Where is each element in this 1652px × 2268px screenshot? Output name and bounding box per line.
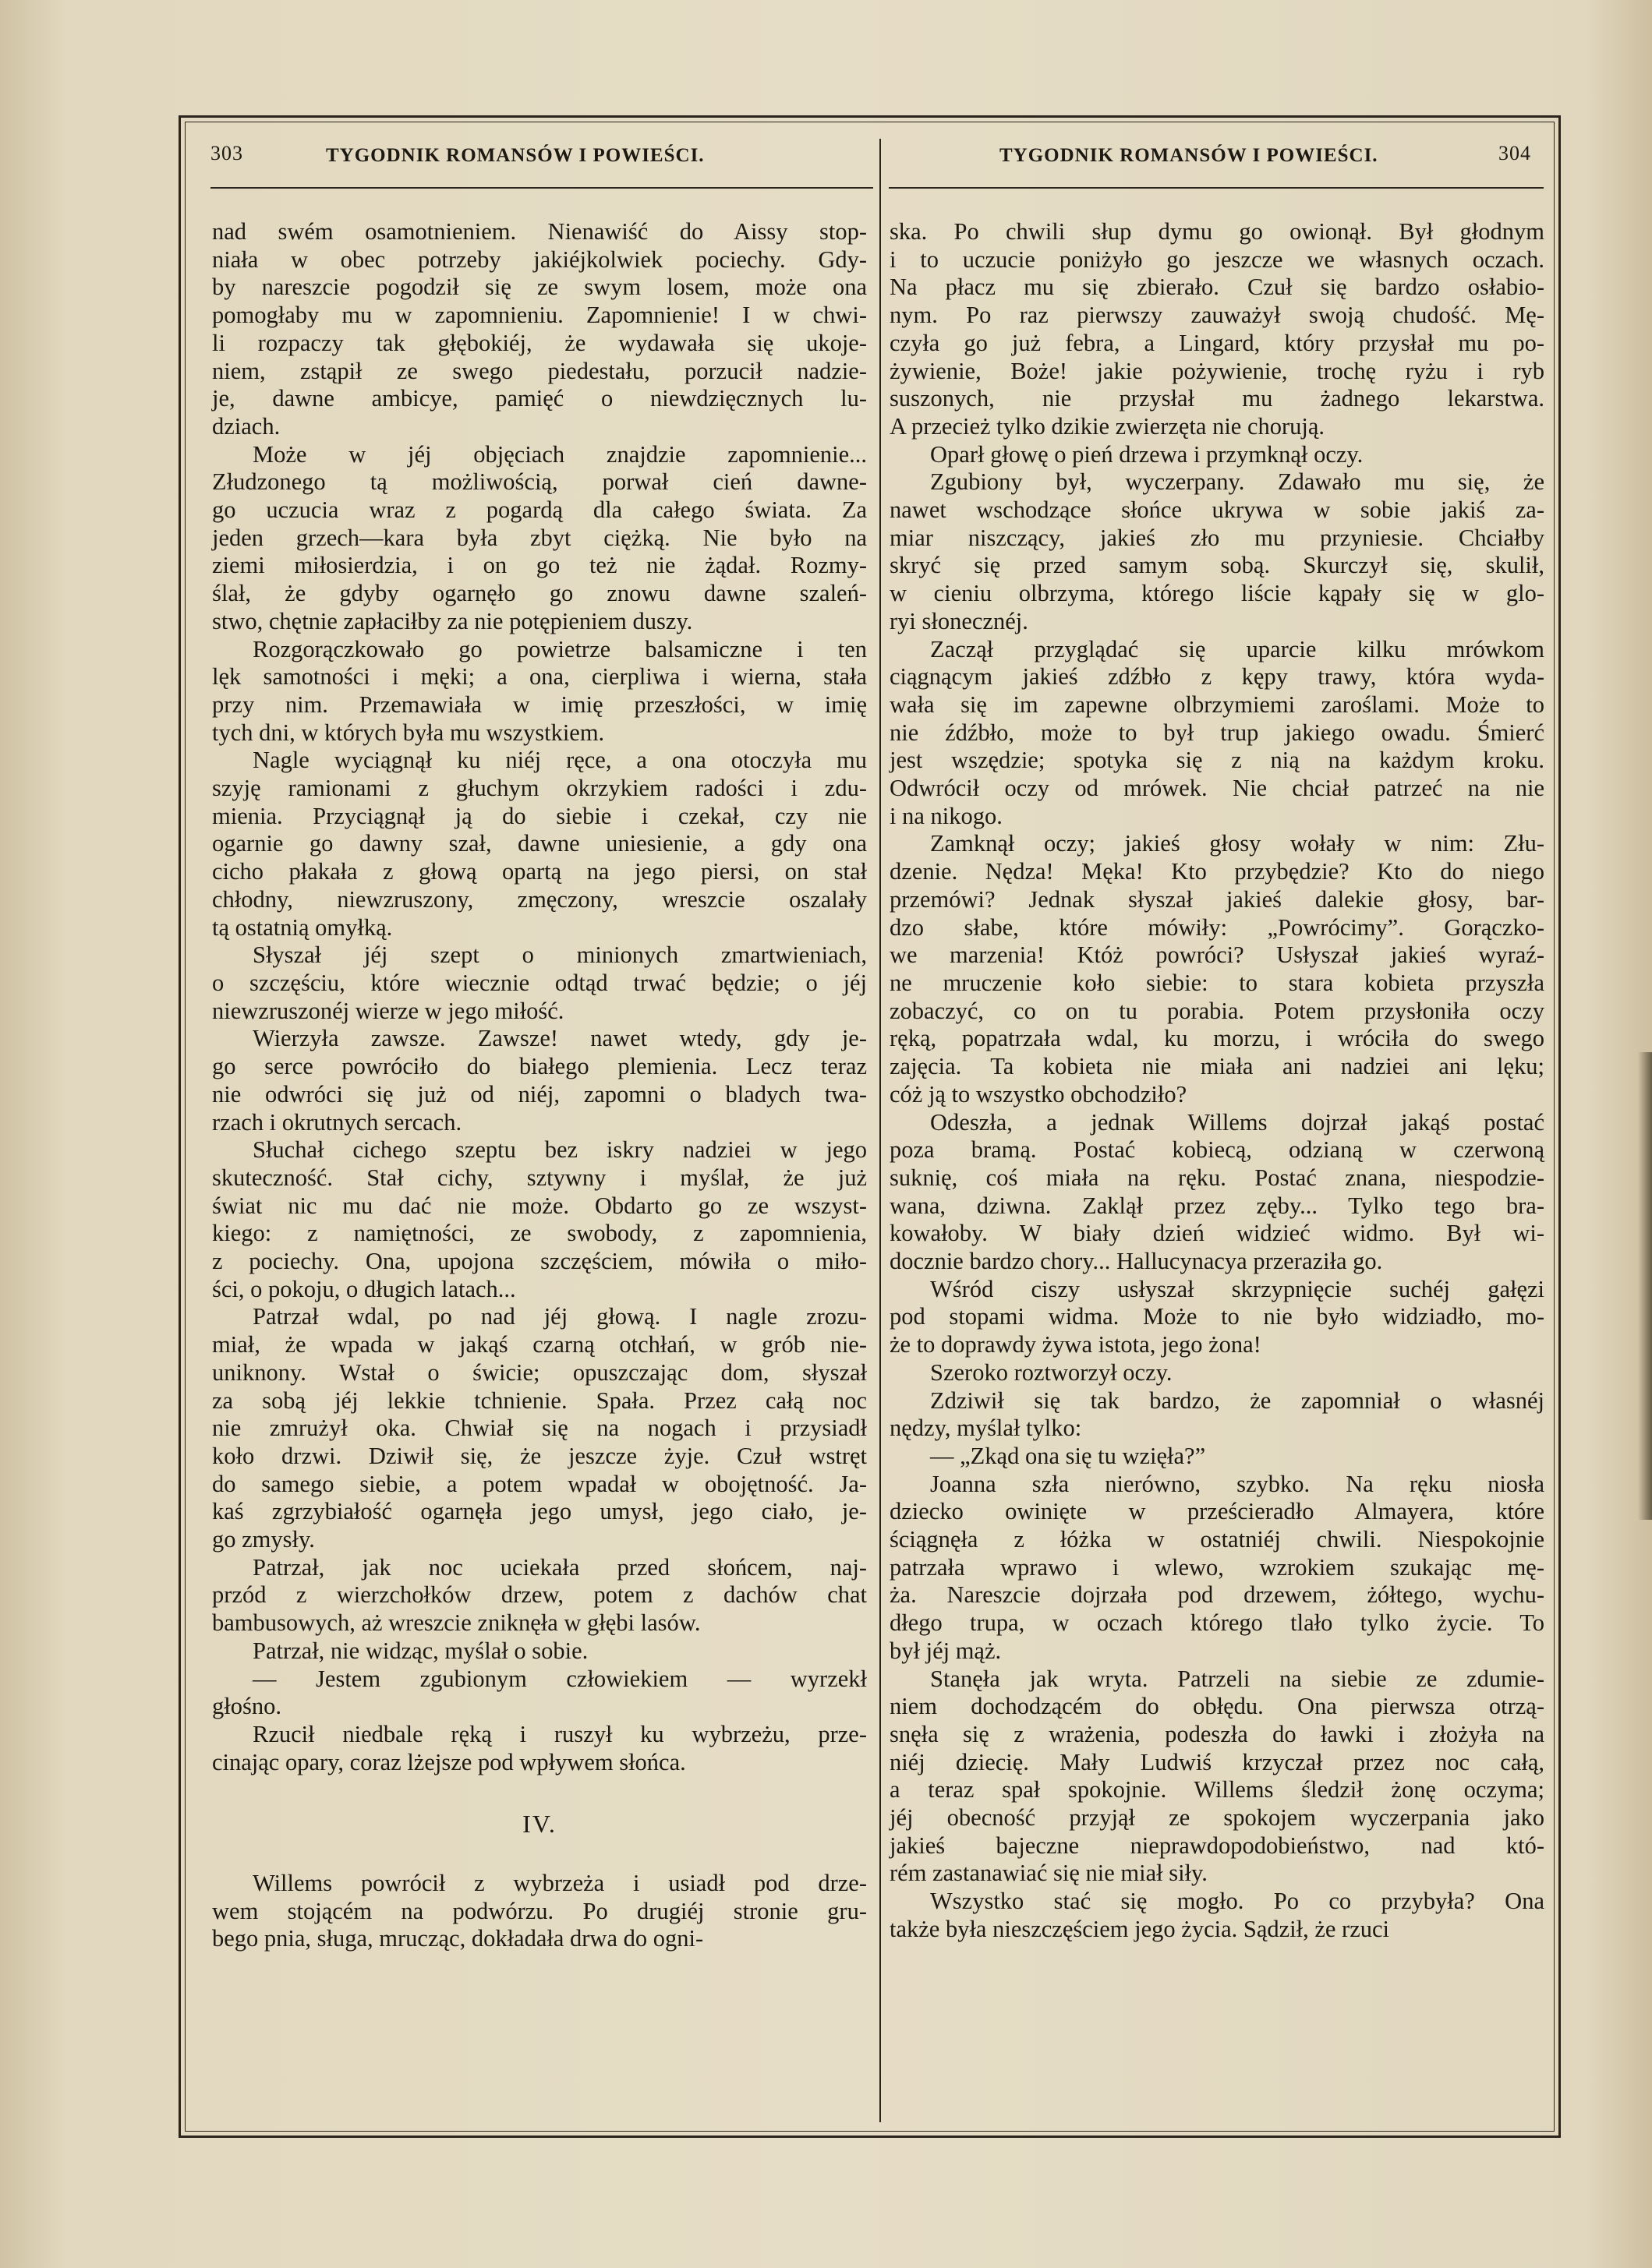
text-line: przy nim. Przemawiała w imię przeszłości, w imię xyxy=(212,691,867,718)
text-line: przemówi? Jednak słyszał jakieś dalekie głosy, bar- xyxy=(890,885,1544,913)
paragraph xyxy=(212,941,867,1025)
text-line: głośno. xyxy=(212,1693,281,1720)
text-line: niała w obec potrzeby jakiéjkolwiek pociechy. Gdy- xyxy=(212,246,867,273)
text-line: wała się im zapewne olbrzymiemi zaroślami. Może to xyxy=(890,691,1544,718)
text-line: docznie bardzo chory... Hallucynacya przeraziła go. xyxy=(890,1248,1383,1275)
text-line: cinając opary, coraz lżejsze pod wpływem słońca. xyxy=(212,1748,686,1775)
paragraph xyxy=(890,1359,1544,1387)
text-line: Wśród ciszy usłyszał skrzypnięcie suchéj gałęzi xyxy=(930,1275,1544,1302)
text-line: stwo, chętnie zapłaciłby za nie potępieniem duszy. xyxy=(212,607,693,634)
right-page-header xyxy=(889,142,1544,181)
text-line: czyła go już febra, a Lingard, który przysłał mu po- xyxy=(890,329,1544,356)
paragraph xyxy=(890,1109,1544,1276)
text-line: wem stojącém na podwórzu. Po drugiéj stronie gru- xyxy=(212,1897,867,1924)
text-line: niem, zstąpił ze swego piedestału, porzucił nadzie- xyxy=(212,357,867,384)
text-line: dziecko owinięte w prześcieradło Almayera, które xyxy=(890,1498,1544,1525)
text-line: ści, o pokoju, o długich latach... xyxy=(212,1275,516,1302)
text-line: ogarnie go dawny szał, dawne uniesienie, a gdy ona xyxy=(212,830,867,857)
text-line: cicho płakała z głową opartą na jego piersi, on stał xyxy=(212,858,867,885)
paragraph xyxy=(212,1136,867,1303)
left-page-header xyxy=(210,142,873,181)
text-line: za sobą jéj lekkie tchnienie. Spała. Przez całą noc xyxy=(212,1387,867,1414)
left-text-column xyxy=(212,218,867,1953)
text-line: że to doprawdy żywa istota, jego żona! xyxy=(890,1331,1261,1358)
text-line: niewzruszonéj wierze w jego miłość. xyxy=(212,997,564,1024)
paragraph xyxy=(890,1471,1544,1666)
right-text-column xyxy=(890,218,1544,1944)
text-line: Odeszła, a jednak Willems dojrzał jakąś postać xyxy=(930,1108,1544,1136)
text-line: w cieniu olbrzyma, którego liście kąpały się w glo- xyxy=(890,580,1544,607)
paragraph xyxy=(890,1443,1544,1471)
paragraph xyxy=(890,830,1544,1108)
right-running-title: TYGODNIK ROMANSÓW I POWIEŚCI. xyxy=(999,145,1378,166)
text-line: kowałoby. W biały dzień widzieć widmo. Był wi- xyxy=(890,1220,1544,1247)
text-line: Złudzonego tą możliwością, porwał cień dawne- xyxy=(212,468,867,496)
page-edge-shadow xyxy=(1638,1052,1652,1520)
text-line: Rzucił niedbale ręką i ruszył ku wybrzeżu, prze- xyxy=(253,1720,867,1747)
text-line: patrzała wprawo i wlewo, wzrokiem szukając mę- xyxy=(890,1553,1544,1581)
left-running-title: TYGODNIK ROMANSÓW I POWIEŚCI. xyxy=(326,145,705,166)
left-page-number: 303 xyxy=(210,142,243,164)
text-line: go serce powróciło do białego plemienia. Lecz teraz xyxy=(212,1053,867,1080)
text-line: Zdziwił się tak bardzo, że zapomniał o własnéj xyxy=(930,1387,1544,1414)
text-line: ża. Nareszcie dojrzała pod drzewem, żółtego, wychu- xyxy=(890,1581,1544,1609)
paragraph xyxy=(212,1870,867,1953)
text-line: i to uczucie poniżyło go jeszcze we własnych oczach. xyxy=(890,246,1544,273)
text-line: jeden grzech—kara była zbyt ciężką. Nie było na xyxy=(212,524,867,551)
text-line: rzach i okrutnych sercach. xyxy=(212,1108,462,1136)
text-line: Odwrócił oczy od mrówek. Nie chciał patrzeć na nie xyxy=(890,775,1544,802)
paragraph xyxy=(212,1025,867,1136)
text-line: ciągnącym jakieś zdźbło z kępy trawy, która wyda- xyxy=(890,663,1544,691)
text-line: i na nikogo. xyxy=(890,802,1003,829)
text-line: także była nieszczęściem jego życia. Sądził, że rzuci xyxy=(890,1915,1390,1942)
paragraph xyxy=(212,636,867,747)
text-line: nędzy, myślał tylko: xyxy=(890,1415,1082,1442)
text-line: by nareszcie pogodził się ze swym losem, może ona xyxy=(212,274,867,301)
text-line: go zmysły. xyxy=(212,1526,315,1553)
text-line: Słuchał cichego szeptu bez iskry nadziei w jego xyxy=(253,1136,867,1164)
text-line: skuteczność. Stał cichy, sztywny i myślał, że już xyxy=(212,1164,867,1191)
paragraph xyxy=(890,218,1544,441)
text-line: z pociechy. Ona, upojona szczęściem, mówiła o miło- xyxy=(212,1248,867,1275)
text-line: Wszystko stać się mogło. Po co przybyła? Ona xyxy=(930,1888,1544,1915)
text-line: tych dni, w których była mu wszystkiem. xyxy=(212,719,605,746)
paragraph xyxy=(890,1387,1544,1443)
text-line: a teraz spał spokojnie. Willems śledził żonę oczyma; xyxy=(890,1776,1544,1803)
column-divider xyxy=(879,139,881,2122)
text-line: A przecież tylko dzikie zwierzęta nie chorują. xyxy=(890,412,1325,440)
text-line: do samego siebie, a potem wpadał w obojętność. Ja- xyxy=(212,1470,867,1497)
text-line: był jéj mąż. xyxy=(890,1637,1002,1664)
paragraph xyxy=(212,1637,867,1666)
text-line: mienia. Przyciągnął ją do siebie i czekał, czy nie xyxy=(212,802,867,829)
text-line: niéj dziecię. Mały Ludwiś krzyczał przez noc całą, xyxy=(890,1748,1544,1775)
text-line: kaś zgrzybiałość ogarnęła jego umysł, jego ciało, je- xyxy=(212,1498,867,1525)
text-line: — Jestem zgubionym człowiekiem — wyrzekł xyxy=(253,1665,867,1692)
paragraph xyxy=(890,1888,1544,1943)
text-line: wana, dziwna. Zaklął przez zęby... Tylko tego bra- xyxy=(890,1192,1544,1219)
paragraph xyxy=(212,747,867,941)
text-line: ska. Po chwili słup dymu go owionął. Był głodnym xyxy=(890,218,1544,245)
text-line: Oparł głowę o pień drzewa i przymknął oczy. xyxy=(930,440,1364,468)
text-line: snęła się z wrażenia, podeszła do ławki i złożyła na xyxy=(890,1720,1544,1747)
text-line: jakieś bajeczne nieprawdopodobieństwo, nad któ- xyxy=(890,1832,1544,1859)
chapter-number: IV. xyxy=(522,1810,557,1839)
text-line: suszonych, nie przysłał mu żadnego lekarstwa. xyxy=(890,385,1544,412)
paragraph xyxy=(890,441,1544,469)
text-line: Nagle wyciągnął ku niéj ręce, a ona otoczyła mu xyxy=(253,747,867,774)
text-line: Zaczął przyglądać się uparcie kilku mrówkom xyxy=(930,635,1544,662)
paragraph xyxy=(212,218,867,441)
paragraph xyxy=(890,468,1544,635)
text-line: rém zastanawiać się nie miał siły. xyxy=(890,1860,1208,1887)
right-page-number: 304 xyxy=(1498,142,1531,164)
paragraph xyxy=(212,1303,867,1553)
text-line: pod stopami widma. Może to nie było widziadło, mo- xyxy=(890,1303,1544,1330)
text-line: Zgubiony był, wyczerpany. Zdawało mu się, że xyxy=(930,468,1544,496)
text-line: lęk samotności i męki; a ona, cierpliwa i wierna, stała xyxy=(212,663,867,691)
header-rule-left xyxy=(210,187,873,189)
text-line: poza bramą. Postać kobiecą, odzianą w czerwoną xyxy=(890,1136,1544,1164)
text-line: bego pnia, sługa, mrucząc, dokładała drwa do ogni- xyxy=(212,1925,704,1952)
paragraph xyxy=(890,1276,1544,1359)
text-line: miar niszczący, jakieś zło mu przyniesie. Chciałby xyxy=(890,524,1544,551)
text-line: nie odwróci się już od niéj, zapomni o bladych twa- xyxy=(212,1080,867,1108)
text-line: zobaczyć, co on tu porabia. Potem przysłoniła oczy xyxy=(890,997,1544,1024)
paragraph xyxy=(212,1666,867,1721)
text-line: miał, że wpada w jakąś czarną otchłań, w grób nie- xyxy=(212,1331,867,1358)
text-line: zajęcia. Ta kobieta nie miała ani nadziei ani lęku; xyxy=(890,1053,1544,1080)
text-line: koło drzwi. Dziwił się, że jeszcze żyje. Czuł wstręt xyxy=(212,1442,867,1469)
text-line: cóż ją to wszystko obchodziło? xyxy=(890,1080,1187,1108)
text-line: dzenie. Nędza! Męka! Kto przybędzie? Kto do niego xyxy=(890,858,1544,885)
text-line: nad swém osamotnieniem. Nienawiść do Aissy stop- xyxy=(212,218,867,245)
text-line: Wierzyła zawsze. Zawsze! nawet wtedy, gdy je- xyxy=(253,1025,867,1052)
paragraph xyxy=(890,636,1544,831)
text-line: ne mruczenie koło siebie: to stara kobieta przyszła xyxy=(890,969,1544,996)
text-line: ryi słonecznéj. xyxy=(890,607,1028,634)
text-line: Joanna szła nierówno, szybko. Na ręku niosła xyxy=(930,1470,1544,1497)
text-line: szyję ramionami z głuchym okrzykiem radości i zdu- xyxy=(212,775,867,802)
text-line: niem dochodzącém do obłędu. Ona pierwsza otrzą- xyxy=(890,1693,1544,1720)
text-line: o szczęściu, które wiecznie odtąd trwać będzie; o jéj xyxy=(212,969,867,996)
text-line: Może w jéj objęciach znajdzie zapomnienie... xyxy=(253,440,867,468)
text-line: ślał, że gdyby ogarnęło go znowu dawne szaleń- xyxy=(212,580,867,607)
text-line: ręką, popatrzała wdal, ku morzu, i wróciła do swego xyxy=(890,1025,1544,1052)
text-line: Słyszał jéj szept o minionych zmartwieniach, xyxy=(253,941,867,969)
text-line: Patrzał, jak noc uciekała przed słońcem, naj- xyxy=(253,1553,867,1581)
text-line: go uczucia wraz z pogardą dla całego świata. Za xyxy=(212,496,867,524)
text-line: skryć się przed samym sobą. Skurczył się, skulił, xyxy=(890,552,1544,579)
text-line: li rozpaczy tak głębokiéj, że wydawała się ukoje- xyxy=(212,329,867,356)
paragraph xyxy=(890,1666,1544,1888)
text-line: nawet wschodzące słońce ukrywa w sobie jakiś za- xyxy=(890,496,1544,524)
text-line: nie źdźbło, może to był trup jakiego owadu. Śmierć xyxy=(890,719,1544,746)
text-line: Szeroko roztworzył oczy. xyxy=(930,1358,1173,1386)
text-line: tą ostatnią omyłką. xyxy=(212,913,393,941)
text-line: Zamknął oczy; jakieś głosy wołały w nim: Złu- xyxy=(930,830,1544,857)
text-line: suknię, coś miała na ręku. Postać znana, niespodzie- xyxy=(890,1164,1544,1191)
text-line: kiego: z namiętności, ze swobody, z zapomnienia, xyxy=(212,1220,867,1247)
text-line: bambusowych, aż wreszcie zniknęła w głębi lasów. xyxy=(212,1609,701,1637)
text-line: nym. Po raz pierwszy zauważył swoją chudość. Mę- xyxy=(890,302,1544,329)
paragraph xyxy=(212,441,867,636)
text-line: jest wszędzie; spotyka się z nią na każdym kroku. xyxy=(890,747,1544,774)
text-line: Patrzał wdal, po nad jéj głową. I nagle zrozu- xyxy=(253,1303,867,1330)
text-line: Stanęła jak wryta. Patrzeli na siebie ze zdumie- xyxy=(930,1665,1544,1692)
text-line: we marzenia! Któż powróci? Usłyszał jakieś wyraź- xyxy=(890,941,1544,969)
text-line: dłego trupa, w oczach którego tlało tylko życie. To xyxy=(890,1609,1544,1637)
text-line: jéj obecność przyjął ze spokojem wyczerpania jako xyxy=(890,1804,1544,1832)
text-line: ziemi miłosierdzia, i on go też nie żądał. Rozmy- xyxy=(212,552,867,579)
text-line: dziach. xyxy=(212,412,281,440)
text-line: je, dawne ambicye, pamięć o niewdzięcznych lu- xyxy=(212,385,867,412)
paragraph xyxy=(212,1721,867,1776)
text-line: Willems powrócił z wybrzeża i usiadł pod drze- xyxy=(253,1870,867,1897)
text-line: — „Zkąd ona się tu wzięła?” xyxy=(930,1442,1206,1469)
text-line: Na płacz mu się zbierało. Czuł się bardzo osłabio- xyxy=(890,274,1544,301)
text-line: dzo słabe, które mówiły: „Powrócimy”. Gorączko- xyxy=(890,913,1544,941)
text-line: uniknony. Wstał o świcie; opuszczając dom, słyszał xyxy=(212,1358,867,1386)
text-line: nie zmrużył oka. Chwiał się na nogach i przysiadł xyxy=(212,1415,867,1442)
text-line: świat nic mu dać nie może. Obdarto go ze wszyst- xyxy=(212,1192,867,1219)
text-line: chłodny, niewzruszony, zmęczony, wreszcie oszalały xyxy=(212,885,867,913)
text-line: Patrzał, nie widząc, myślał o sobie. xyxy=(253,1637,589,1664)
text-line: przód z wierzchołków drzew, potem z dachów chat xyxy=(212,1581,867,1609)
header-rule-right xyxy=(889,187,1544,189)
text-line: Rozgorączkowało go powietrze balsamiczne i ten xyxy=(253,635,867,662)
text-line: pomogłaby mu w zapomnieniu. Zapomnienie! I w chwi- xyxy=(212,302,867,329)
paragraph xyxy=(212,1554,867,1637)
text-line: ściągnęła z łóżka w ostatniéj chwili. Niespokojnie xyxy=(890,1526,1544,1553)
text-line: żywienie, Boże! jakie pożywienie, trochę ryżu i ryb xyxy=(890,357,1544,384)
